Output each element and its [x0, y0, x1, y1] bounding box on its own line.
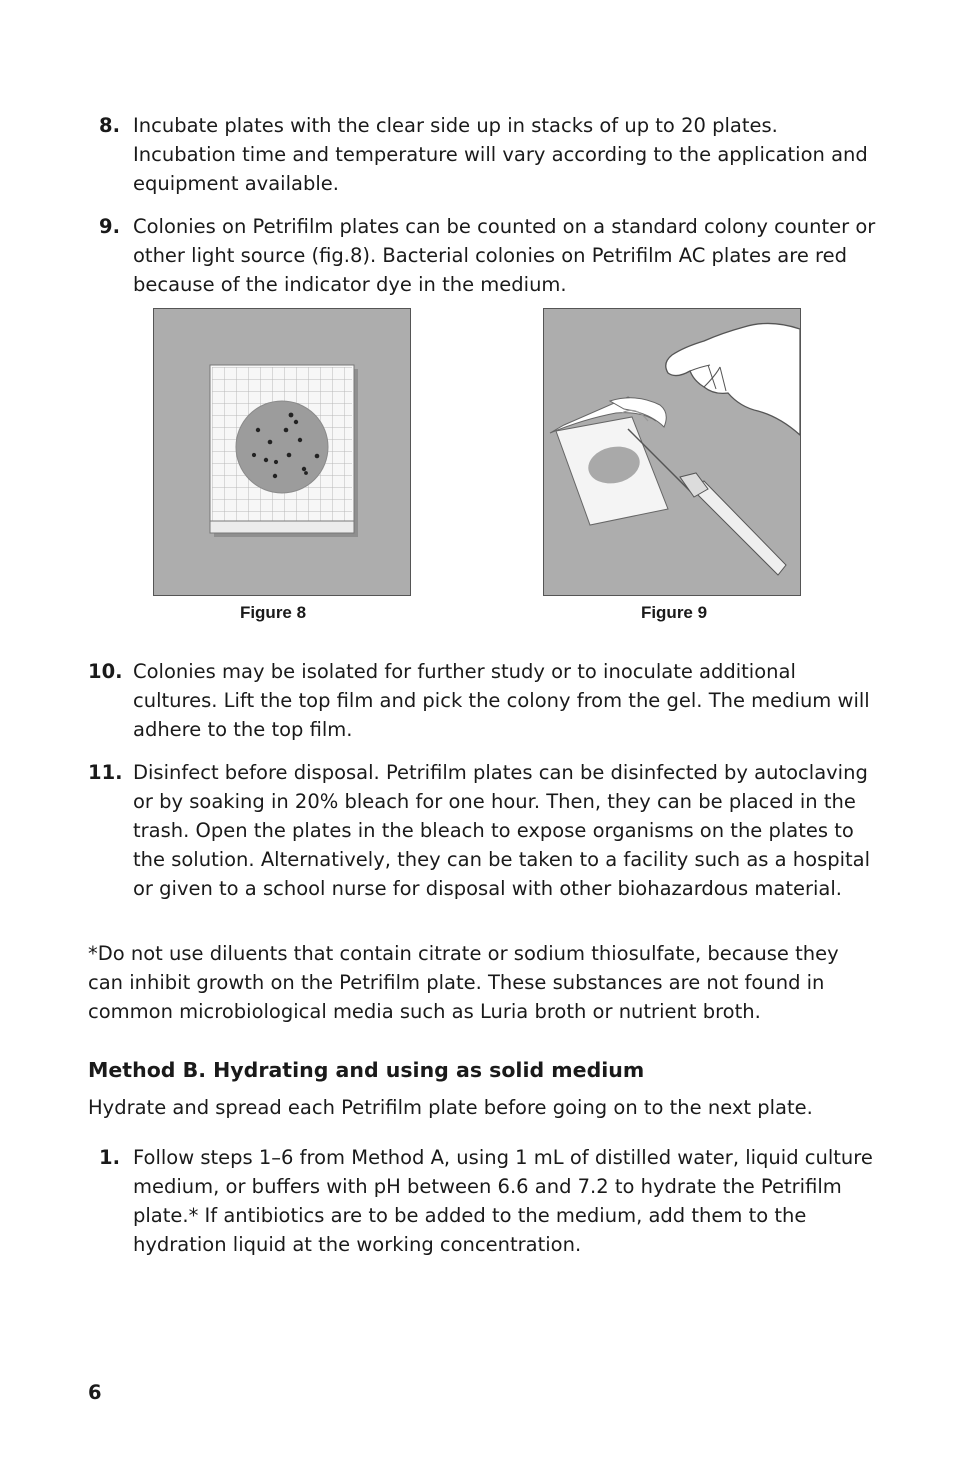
- petrifilm-plate-illustration: [154, 309, 410, 595]
- step-number: 11.: [88, 761, 123, 784]
- step-text: Colonies may be isolated for further study or to inoculate additional cultures. Lift the top film and pick the colony from the gel. The medium will adhere to the top film.: [133, 660, 870, 741]
- figure-8-caption: Figure 8: [239, 603, 307, 622]
- figure-8-image: [153, 308, 411, 596]
- figure-9-caption: Figure 9: [640, 603, 708, 622]
- step-text: Colonies on Petrifilm plates can be counted on a standard colony counter or other light source (fig.8). Bacterial colonies on Petrifilm AC plates are red because of the indicator dye in the medium.: [133, 215, 876, 296]
- page-number: 6: [88, 1381, 102, 1404]
- step-text: Follow steps 1–6 from Method A, using 1 mL of distilled water, liquid culture medium, or buffers with pH between 6.6 and 7.2 to hydrate the Petrifilm plate.* If antibiotics are to be added to the medium, add them to the hydration liquid at the working concentration.: [133, 1146, 873, 1256]
- section-heading: Method B. Hydrating and using as solid medium: [88, 1058, 645, 1082]
- section-intro: Hydrate and spread each Petrifilm plate before going on to the next plate.: [88, 1096, 813, 1119]
- figure-9-image: [543, 308, 801, 596]
- step-number: 8.: [99, 114, 120, 137]
- step-number: 10.: [88, 660, 123, 683]
- step-number: 1.: [99, 1146, 120, 1169]
- step-text: Disinfect before disposal. Petrifilm plates can be disinfected by autoclaving or by soaking in 20% bleach for one hour. Then, they can be placed in the trash. Open the plates in the bleach to expose organisms on the plates to the solution. Alternatively, they can be taken to a facility such as a hospital or given to a school nurse for disposal with other biohazardous material.: [133, 761, 871, 900]
- footnote: *Do not use diluents that contain citrate or sodium thiosulfate, because they can inhibit growth on the Petrifilm plate. These substances are not found in common microbiological media such as Luria broth or nutrient broth.: [88, 942, 839, 1023]
- step-text: Incubate plates with the clear side up in stacks of up to 20 plates. Incubation time and temperature will vary according to the application and equipment available.: [133, 114, 868, 195]
- colony-picking-illustration: [544, 309, 800, 595]
- step-number: 9.: [99, 215, 120, 238]
